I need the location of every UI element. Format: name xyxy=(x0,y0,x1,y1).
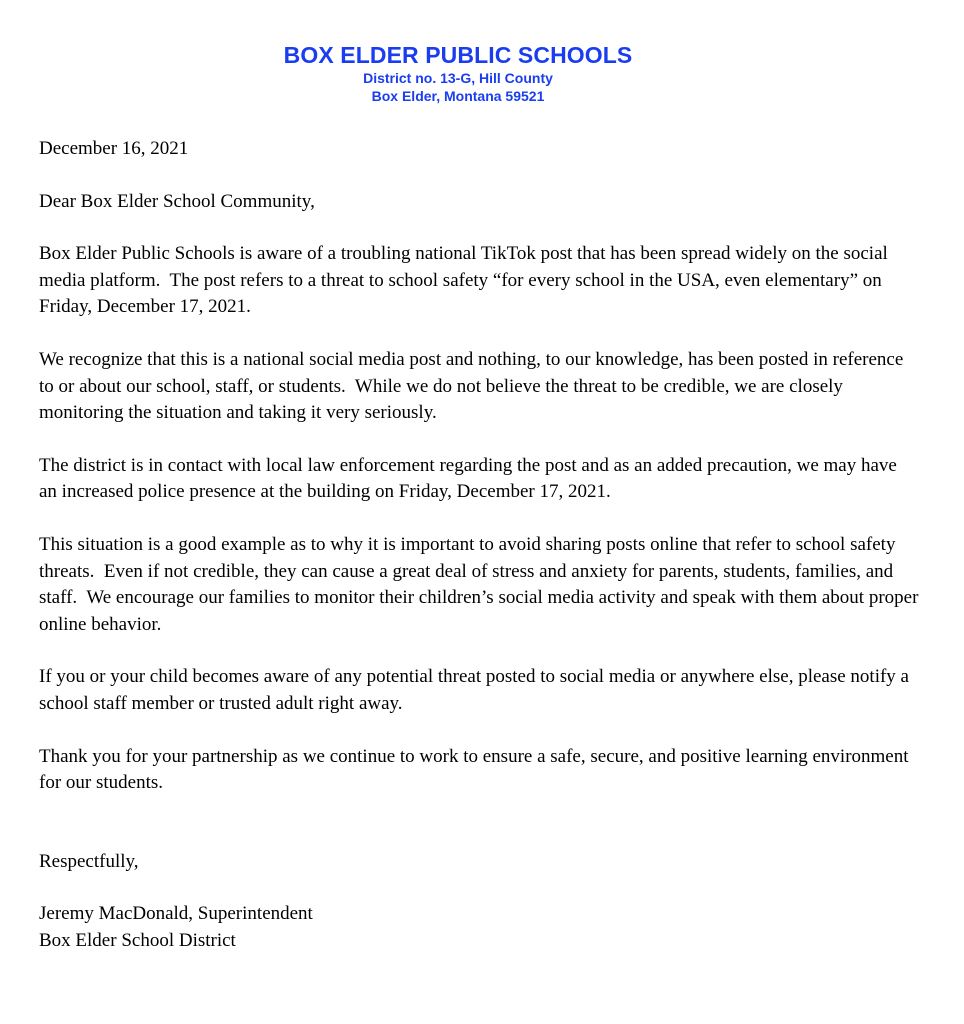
paragraph-avoid-sharing: This situation is a good example as to why it is important to avoid sharing posts online that refer to school safety threats. Even if not credible, they can cause a great deal of stress and anxiety for parents, students, families, and staff. We encourage our families to monitor their children’s social media activity and speak with them about proper online behavior. xyxy=(39,533,919,635)
paragraph-notify-staff: If you or your child becomes aware of any potential threat posted to social media or anywhere else, please notify a school staff member or trusted adult right away. xyxy=(39,666,909,714)
signer-name: Jeremy MacDonald, Superintendent xyxy=(39,903,313,925)
letterhead xyxy=(0,41,916,105)
district-county-line: District no. 13-G, Hill County xyxy=(363,70,553,86)
letter-date: December 16, 2021 xyxy=(39,138,189,159)
district-title: BOX ELDER PUBLIC SCHOOLS xyxy=(283,42,633,68)
district-address-line: Box Elder, Montana 59521 xyxy=(371,88,545,104)
signoff: Respectfully, xyxy=(39,850,139,872)
letter-body xyxy=(39,136,919,954)
paragraph-thank-you: Thank you for your partnership as we continue to work to ensure a safe, secure, and positive learning environment for our students. xyxy=(39,745,909,794)
paragraph-tiktok-post: Box Elder Public Schools is aware of a troubling national TikTok post that has been spread widely on the social media platform. The post refers to a threat to school safety “for every school in the USA, even elementary” on Friday, December 17, 2021. xyxy=(39,243,888,318)
signer-organization: Box Elder School District xyxy=(39,929,236,951)
paragraph-law-enforcement: The district is in contact with local law enforcement regarding the post and as an added precaution, we may have an increased police presence at the building on Friday, December 17, 2021. xyxy=(39,454,897,503)
paragraph-monitoring: We recognize that this is a national social media post and nothing, to our knowledge, has been posted in reference to or about our school, staff, or students. While we do not believe the threat to be credible, we are closely monitoring the situation and taking it very seriously. xyxy=(39,348,904,424)
salutation: Dear Box Elder School Community, xyxy=(39,190,315,212)
